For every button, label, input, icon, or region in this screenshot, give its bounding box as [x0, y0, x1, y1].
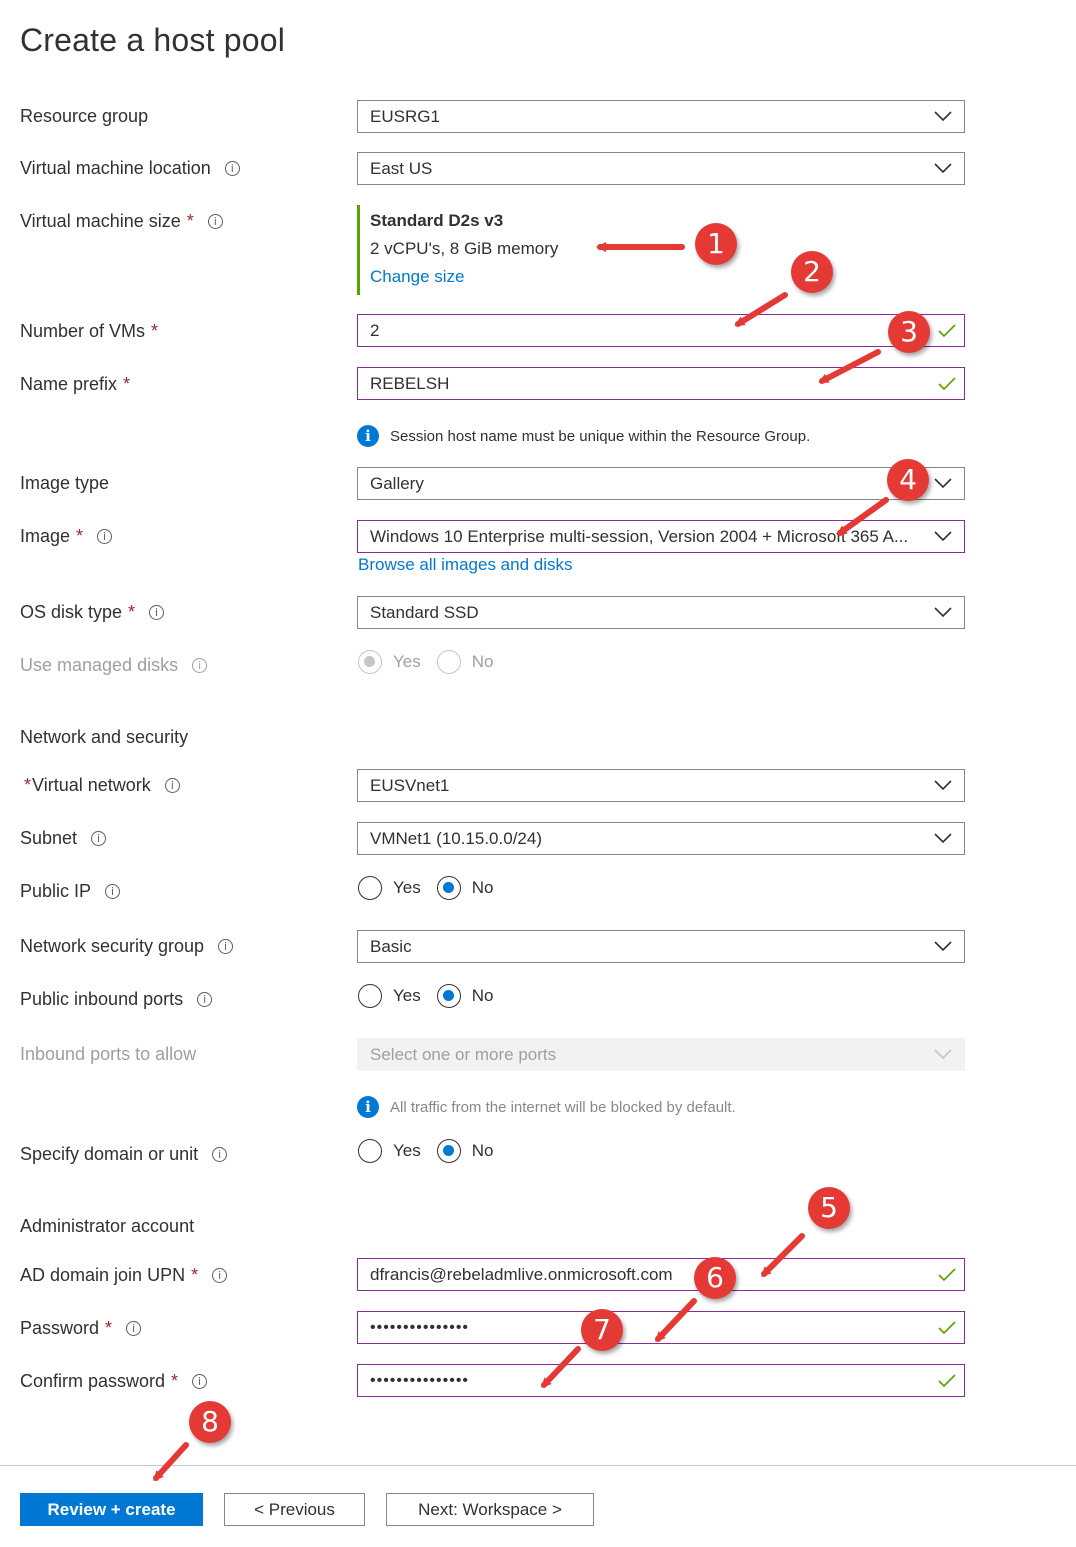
checkmark-icon [938, 1320, 956, 1336]
password-label [20, 1318, 141, 1339]
nsg-label [20, 936, 233, 957]
info-icon[interactable]: i [212, 1147, 227, 1162]
callout-badge-3: 3 [888, 311, 930, 353]
resource-group-label [20, 106, 148, 127]
managed-disks-label-text: Use managed disks [20, 655, 179, 675]
image-type-select[interactable] [357, 467, 965, 500]
previous-button[interactable]: < Previous [224, 1493, 365, 1526]
confirm-password-label [20, 1371, 207, 1392]
inbound-allow-label-text: Inbound ports to allow [20, 1044, 197, 1064]
arrow-8 [156, 1445, 186, 1478]
info-icon[interactable]: i [91, 831, 106, 846]
required-mark: * [105, 1318, 113, 1338]
callout-badge-5: 5 [808, 1187, 850, 1229]
callout-badge-6: 6 [694, 1257, 736, 1299]
chevron-down-icon [934, 529, 952, 543]
managed-disks-radio-group [358, 650, 509, 674]
info-icon[interactable]: i [149, 605, 164, 620]
image-label-text: Image [20, 526, 71, 546]
image-label [20, 526, 112, 547]
image-type-label [20, 473, 109, 494]
num-vms-label-text: Number of VMs [20, 321, 146, 341]
managed-disks-no-radio [437, 650, 461, 674]
name-prefix-input[interactable] [357, 367, 965, 400]
upn-value: dfrancis@rebeladmlive.onmicrosoft.com [370, 1264, 673, 1284]
chevron-down-icon [934, 605, 952, 619]
domain-unit-no-label[interactable]: No [471, 1141, 494, 1160]
public-ip-yes-label[interactable]: Yes [393, 878, 421, 897]
admin-section-heading: Administrator account [20, 1216, 195, 1236]
resource-group-value: EUSRG1 [370, 106, 440, 126]
name-prefix-label-text: Name prefix [20, 374, 118, 394]
name-prefix-label [20, 374, 130, 395]
vm-size-spec: 2 vCPU's, 8 GiB memory [370, 239, 559, 258]
confirm-password-label-text: Confirm password [20, 1371, 166, 1391]
name-prefix-notice-text: Session host name must be unique within the Resource Group. [390, 427, 811, 445]
password-input[interactable] [357, 1311, 965, 1344]
os-disk-select[interactable] [357, 596, 965, 629]
vm-size-name: Standard D2s v3 [370, 211, 504, 230]
vm-location-value: East US [370, 158, 433, 178]
domain-unit-label [20, 1144, 227, 1165]
password-label-text: Password [20, 1318, 100, 1338]
required-mark: * [123, 374, 131, 394]
vm-size-label-text: Virtual machine size [20, 211, 181, 231]
name-prefix-notice [357, 425, 810, 447]
checkmark-icon [938, 1267, 956, 1283]
image-value: Windows 10 Enterprise multi-session, Version 2004 + Microsoft 365 A... [370, 526, 909, 546]
info-icon[interactable]: i [218, 939, 233, 954]
virtual-network-label [20, 775, 180, 796]
vm-location-label-text: Virtual machine location [20, 158, 211, 178]
subnet-label-text: Subnet [20, 828, 78, 848]
chevron-down-icon [934, 161, 952, 175]
managed-disks-yes-radio [358, 650, 382, 674]
change-size-link[interactable]: Change size [370, 267, 465, 286]
public-inbound-radio-group [358, 984, 509, 1008]
domain-unit-yes-radio[interactable] [358, 1139, 382, 1163]
callout-badge-1: 1 [695, 223, 737, 265]
public-ip-label [20, 881, 120, 902]
inbound-allow-label [20, 1044, 196, 1065]
public-ip-yes-radio[interactable] [358, 876, 382, 900]
required-mark: * [191, 1265, 199, 1285]
vm-size-label [20, 211, 223, 232]
info-icon: i [192, 658, 207, 673]
inbound-ports-select [357, 1038, 965, 1071]
traffic-notice [357, 1096, 736, 1118]
upn-label-text: AD domain join UPN [20, 1265, 186, 1285]
inbound-ports-placeholder: Select one or more ports [370, 1044, 557, 1064]
num-vms-label [20, 321, 158, 342]
info-icon[interactable]: i [97, 529, 112, 544]
name-prefix-value: REBELSH [370, 373, 450, 393]
public-inbound-label-text: Public inbound ports [20, 989, 184, 1009]
info-icon[interactable]: i [225, 161, 240, 176]
domain-unit-yes-label[interactable]: Yes [393, 1141, 421, 1160]
info-icon[interactable]: i [192, 1374, 207, 1389]
checkmark-icon [938, 323, 956, 339]
public-ip-label-text: Public IP [20, 881, 92, 901]
next-workspace-button[interactable]: Next: Workspace > [386, 1493, 594, 1526]
os-disk-label [20, 602, 164, 623]
domain-unit-no-radio[interactable] [437, 1139, 461, 1163]
vm-location-label [20, 158, 240, 179]
info-icon[interactable]: i [126, 1321, 141, 1336]
traffic-notice-text: All traffic from the internet will be blocked by default. [390, 1098, 736, 1116]
public-inbound-no-radio[interactable] [437, 984, 461, 1008]
virtual-network-label-text: Virtual network [32, 775, 151, 795]
public-ip-radio-group [358, 876, 509, 900]
required-mark: * [171, 1371, 179, 1391]
password-value: ••••••••••••••• [370, 1318, 470, 1336]
required-mark: * [151, 321, 159, 341]
confirm-password-input[interactable] [357, 1364, 965, 1397]
upn-label [20, 1265, 227, 1286]
os-disk-label-text: OS disk type [20, 602, 123, 622]
network-section-heading: Network and security [20, 727, 189, 747]
callout-badge-4: 4 [887, 459, 929, 501]
domain-unit-label-text: Specify domain or unit [20, 1144, 199, 1164]
image-select[interactable] [357, 520, 965, 553]
image-type-label-text: Image type [20, 473, 110, 493]
chevron-down-icon [934, 1047, 952, 1061]
resource-group-select[interactable] [357, 100, 965, 133]
required-mark: * [24, 775, 32, 795]
checkmark-icon [938, 376, 956, 392]
num-vms-input[interactable] [357, 314, 965, 347]
info-filled-icon: i [357, 1096, 379, 1118]
page-title: Create a host pool [20, 22, 286, 58]
managed-disks-yes-label: Yes [393, 652, 421, 671]
public-inbound-yes-radio[interactable] [358, 984, 382, 1008]
chevron-down-icon [934, 831, 952, 845]
managed-disks-no-label: No [471, 652, 494, 671]
public-inbound-yes-label[interactable]: Yes [393, 986, 421, 1005]
callout-badge-2: 2 [791, 251, 833, 293]
public-ip-no-radio[interactable] [437, 876, 461, 900]
managed-disks-label [20, 655, 207, 676]
footer-divider [0, 1465, 1076, 1466]
required-mark: * [186, 211, 194, 231]
info-icon[interactable]: i [197, 992, 212, 1007]
chevron-down-icon [934, 476, 952, 490]
subnet-select[interactable] [357, 822, 965, 855]
nsg-value: Basic [370, 936, 412, 956]
public-inbound-no-label[interactable]: No [471, 986, 494, 1005]
confirm-password-value: ••••••••••••••• [370, 1371, 470, 1389]
virtual-network-select[interactable] [357, 769, 965, 802]
required-mark: * [76, 526, 84, 546]
info-filled-icon: i [357, 425, 379, 447]
chevron-down-icon [934, 778, 952, 792]
info-icon[interactable]: i [165, 778, 180, 793]
resource-group-label-text: Resource group [20, 106, 149, 126]
callout-badge-7: 7 [581, 1309, 623, 1351]
nsg-select[interactable] [357, 930, 965, 963]
browse-images-link[interactable]: Browse all images and disks [358, 555, 573, 574]
os-disk-value: Standard SSD [370, 602, 479, 622]
required-mark: * [128, 602, 136, 622]
info-icon[interactable]: i [212, 1268, 227, 1283]
vm-location-select[interactable] [357, 152, 965, 185]
subnet-label [20, 828, 106, 849]
subnet-value: VMNet1 (10.15.0.0/24) [370, 828, 542, 848]
nsg-label-text: Network security group [20, 936, 205, 956]
checkmark-icon [938, 1373, 956, 1389]
virtual-network-value: EUSVnet1 [370, 775, 450, 795]
callout-badge-8: 8 [189, 1401, 231, 1443]
public-inbound-label [20, 989, 212, 1010]
upn-input[interactable] [357, 1258, 965, 1291]
review-create-button[interactable]: Review + create [20, 1493, 203, 1526]
vm-size-summary [357, 205, 558, 295]
info-icon[interactable]: i [208, 214, 223, 229]
chevron-down-icon [934, 109, 952, 123]
public-ip-no-label[interactable]: No [471, 878, 494, 897]
image-type-value: Gallery [370, 473, 424, 493]
num-vms-value: 2 [370, 320, 380, 340]
info-icon[interactable]: i [105, 884, 120, 899]
chevron-down-icon [934, 939, 952, 953]
domain-unit-radio-group [358, 1139, 509, 1163]
